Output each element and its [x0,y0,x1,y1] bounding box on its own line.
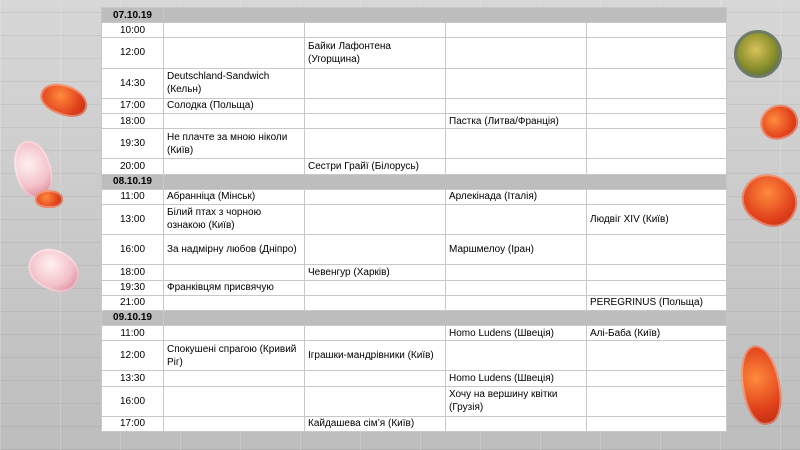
performance-title: PEREGRINUS (Польща) [590,297,703,309]
venue-3-cell [446,159,587,174]
venue-1-cell [164,189,305,204]
time-cell: 13:30 [102,371,164,386]
time-cell: 17:00 [102,98,164,113]
venue-2-cell [305,38,446,68]
time-cell: 19:30 [102,280,164,295]
performance-title: Кайдашева сім’я (Київ) [308,418,415,430]
venue-4-cell [587,204,727,234]
venue-4-cell [587,159,727,174]
performance-title: Deutschland-Sandwich (Кельн) [167,71,270,96]
schedule-row [102,129,727,159]
venue-2-cell [305,341,446,371]
performance-title: Абранніца (Мінськ) [167,191,256,203]
venue-3-cell [446,386,587,416]
time-cell: 11:00 [102,189,164,204]
venue-2-cell [305,68,446,98]
time-cell: 21:00 [102,295,164,310]
performance-title: За надмірну любов (Дніпро) [167,244,297,256]
venue-1-cell [164,295,305,310]
date-label: 08.10.19 [102,174,164,189]
performance-title: Алі-Баба (Київ) [590,327,661,339]
venue-1-cell [164,265,305,280]
schedule-row [102,371,727,386]
venue-2-cell [305,295,446,310]
schedule-row [102,23,727,38]
venue-1-cell [164,416,305,431]
date-band [164,174,727,189]
venue-2-cell [305,235,446,265]
schedule-row [102,325,727,340]
time-cell: 20:00 [102,159,164,174]
performance-title: Homo Ludens (Швеція) [449,327,554,339]
performance-title: Homo Ludens (Швеція) [449,372,554,384]
time-cell: 10:00 [102,23,164,38]
time-cell: 17:00 [102,416,164,431]
time-cell: 18:00 [102,265,164,280]
venue-2-cell [305,416,446,431]
date-header-row [102,310,727,325]
venue-4-cell [587,295,727,310]
venue-1-cell [164,23,305,38]
venue-3-cell [446,265,587,280]
venue-3-cell [446,295,587,310]
venue-3-cell [446,325,587,340]
venue-3-cell [446,68,587,98]
time-cell: 14:30 [102,68,164,98]
time-cell: 18:00 [102,113,164,128]
schedule-row [102,189,727,204]
schedule-row [102,265,727,280]
venue-2-cell [305,265,446,280]
schedule-row [102,204,727,234]
date-header-row [102,8,727,23]
date-label: 07.10.19 [102,8,164,23]
venue-2-cell [305,23,446,38]
schedule-row [102,98,727,113]
performance-title: Сестри Грайї (Білорусь) [308,160,419,172]
date-header-row [102,174,727,189]
time-cell: 12:00 [102,341,164,371]
venue-3-cell [446,280,587,295]
venue-2-cell [305,325,446,340]
performance-title: Не плачте за мною ніколи (Київ) [167,131,288,156]
venue-1-cell [164,371,305,386]
performance-title: Арлекінада (Італія) [449,191,538,203]
venue-4-cell [587,235,727,265]
venue-3-cell [446,235,587,265]
venue-4-cell [587,113,727,128]
venue-4-cell [587,371,727,386]
date-band [164,8,727,23]
venue-1-cell [164,386,305,416]
venue-1-cell [164,98,305,113]
venue-4-cell [587,189,727,204]
date-band [164,310,727,325]
schedule-row [102,68,727,98]
venue-4-cell [587,265,727,280]
venue-4-cell [587,386,727,416]
venue-1-cell [164,129,305,159]
venue-2-cell [305,280,446,295]
venue-3-cell [446,341,587,371]
performance-title: Франківцям присвячую [167,282,274,294]
venue-3-cell [446,129,587,159]
venue-3-cell [446,416,587,431]
venue-3-cell [446,38,587,68]
time-cell: 13:00 [102,204,164,234]
venue-4-cell [587,68,727,98]
venue-1-cell [164,325,305,340]
performance-title: Білий птах з чорною ознакою (Київ) [167,207,262,232]
performance-title: Чевенгур (Харків) [308,266,390,278]
venue-2-cell [305,189,446,204]
venue-4-cell [587,129,727,159]
venue-4-cell [587,280,727,295]
venue-3-cell [446,23,587,38]
venue-3-cell [446,98,587,113]
venue-2-cell [305,113,446,128]
venue-2-cell [305,98,446,113]
schedule-row [102,38,727,68]
venue-1-cell [164,159,305,174]
venue-4-cell [587,416,727,431]
schedule-row [102,280,727,295]
performance-title: Людвіг XIV (Київ) [590,213,669,225]
schedule-row [102,159,727,174]
venue-2-cell [305,159,446,174]
performance-title: Маршмелоу (Іран) [449,244,534,256]
venue-1-cell [164,38,305,68]
venue-1-cell [164,341,305,371]
performance-title: Іграшки-мандрівники (Київ) [308,350,434,362]
venue-3-cell [446,371,587,386]
schedule-row [102,235,727,265]
venue-3-cell [446,204,587,234]
performance-title: Спокушені спрагою (Кривий Ріг) [167,343,297,368]
venue-1-cell [164,113,305,128]
performance-title: Пастка (Литва/Франція) [449,115,559,127]
festival-schedule-table [101,7,727,432]
venue-2-cell [305,371,446,386]
performance-title: Хочу на вершину квітки (Грузія) [449,389,558,414]
venue-4-cell [587,38,727,68]
date-label: 09.10.19 [102,310,164,325]
koi-fish-decoration [35,190,63,208]
venue-2-cell [305,129,446,159]
venue-2-cell [305,204,446,234]
schedule-row [102,341,727,371]
venue-4-cell [587,341,727,371]
venue-4-cell [587,23,727,38]
schedule-row [102,386,727,416]
schedule-row [102,295,727,310]
time-cell: 19:30 [102,129,164,159]
venue-4-cell [587,98,727,113]
time-cell: 12:00 [102,38,164,68]
schedule-row [102,416,727,431]
performance-title: Байки Лафонтена (Угорщина) [308,40,391,65]
venue-3-cell [446,113,587,128]
venue-1-cell [164,68,305,98]
time-cell: 16:00 [102,386,164,416]
venue-2-cell [305,386,446,416]
time-cell: 16:00 [102,235,164,265]
performance-title: Солодка (Польща) [167,100,254,112]
venue-4-cell [587,325,727,340]
venue-1-cell [164,235,305,265]
bowl-decoration [734,30,782,78]
time-cell: 11:00 [102,325,164,340]
venue-1-cell [164,280,305,295]
venue-3-cell [446,189,587,204]
schedule-row [102,113,727,128]
venue-1-cell [164,204,305,234]
